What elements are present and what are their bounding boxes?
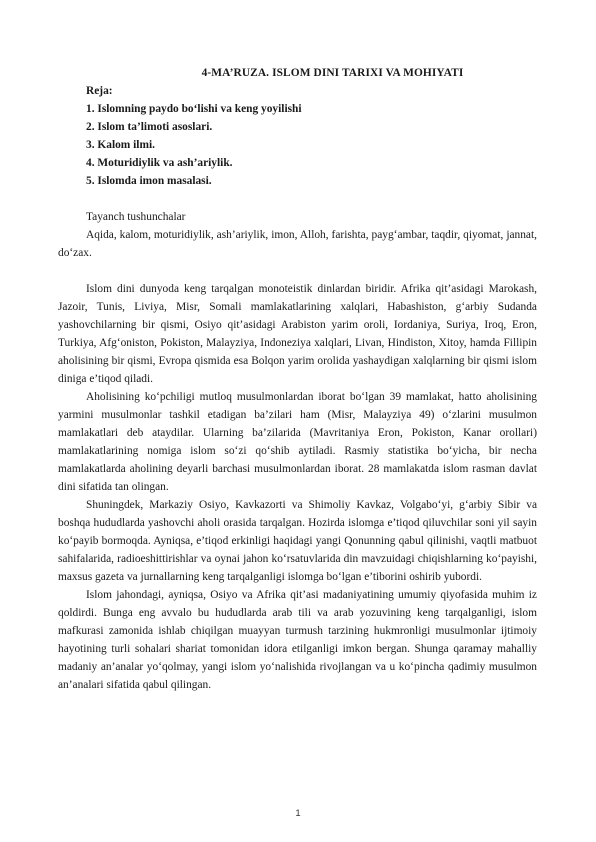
plan-section (58, 82, 537, 190)
paragraph: Islom dini dunyoda keng tarqalgan monoteistik dinlardan biridir. Afrika qit’asidagi Marokash, Jazoir, Tunis, Liviya, Misr, Somali mamlakatlarining xalqlari, Habashiston, g‘arbiy Sudanda yashovchilarning bir qismi, Osiyo qit’asidagi Arabiston yarim oroli, Iordaniya, Suriya, Iroq, Eron, Turkiya, Afg‘oniston, Pokiston, Malayziya, Indoneziya xalqlari, Livan, Hindiston, Xitoy, hamda Fillipin aholisining bir qismi, Evropa qismida esa Bolqon yarim orolida yashaydigan xalqlarning bir qismi islom diniga e’tiqod qiladi. (58, 283, 537, 385)
plan-heading: Reja: (86, 85, 113, 97)
spacer (58, 190, 537, 208)
key-concepts-section (58, 208, 537, 262)
key-concepts-text: Aqida, kalom, moturidiylik, ash’ariylik, imon, Alloh, farishta, payg‘ambar, taqdir, qiyomat, jannat, do‘zax. (58, 229, 537, 259)
spacer (58, 262, 537, 280)
page-number: 1 (295, 808, 301, 819)
plan-list (58, 100, 537, 190)
plan-item: 4. Moturidiylik va ash’ariylik. (86, 157, 233, 169)
plan-item: 5. Islomda imon masalasi. (86, 175, 212, 187)
plan-item: 1. Islomning paydo bo‘lishi va keng yoyilishi (86, 103, 302, 115)
paragraph: Islom jahondagi, ayniqsa, Osiyo va Afrika qit’asi madaniyatining umumiy qiyofasida muhim iz qoldirdi. Bunga eng avvalo bu hududlarda arab tili va arab yozuvining keng tarqalganligi, islom mafkurasi zamonida ishlab chiqilgan muayyan turmush tarzining hukmronligi musulmonlar ijtimoiy hayotining turli sohalari shariat tomonidan idora etilganligi imkon bergan. Shunga qaramay mahalliy madaniy an’analar yo‘qolmay, yangi islom yo‘nalishida rivojlangan va u ko‘pincha qadimiy musulmon an’analari sifatida qabul qilingan. (58, 589, 537, 691)
lecture-title: 4-MA’RUZA. ISLOM DINI TARIXI VA MOHIYATI (201, 67, 464, 79)
key-concepts-heading: Tayanch tushunchalar (86, 211, 186, 223)
paragraph: Aholisining ko‘pchiligi mutloq musulmonlardan iborat bo‘lgan 39 mamlakat, hatto aholisining yarmini musulmonlar tashkil etadigan ba’zilari ham (Misr, Malayziya 49) o‘zlarini musulmon mamlakatlari deb ataydilar. Ularning ba’zilarida (Mavritaniya Eron, Pokiston, Kanar orollari) mamlakatlarining nomiga islom so‘zi qo‘shib aytiladi. Rasmiy statistika bo‘yicha, bir necha mamlakatlarda aholining deyarli barchasi musulmonlardan iborat. 28 mamlakatda islom rasman davlat dini sifatida tan olingan. (58, 391, 537, 493)
body-text (58, 280, 537, 694)
document-page (58, 64, 537, 694)
paragraph: Shuningdek, Markaziy Osiyo, Kavkazorti va Shimoliy Kavkaz, Volgabo‘yi, g‘arbiy Sibir va boshqa hududlarda yashovchi aholi orasida tarqalgan. Hozirda islomga e’tiqod qiluvchilar soni yil sayin ko‘payib bormoqda. Ayniqsa, e’tiqod erkinligi haqidagi yangi Qonunning qabul qilinishi, vaqtli matbuot sahifalarida, radioeshittirishlar va oynai jahon ko‘rsatuvlarida din mavzuidagi chiqishlarning ko‘payishi, maxsus gazeta va jurnallarning keng tarqalganligi islomga bo‘lgan e’tiborini oshirib yubordi. (58, 499, 537, 583)
plan-item: 3. Kalom ilmi. (86, 139, 155, 151)
plan-item: 2. Islom ta’limoti asoslari. (86, 121, 213, 133)
